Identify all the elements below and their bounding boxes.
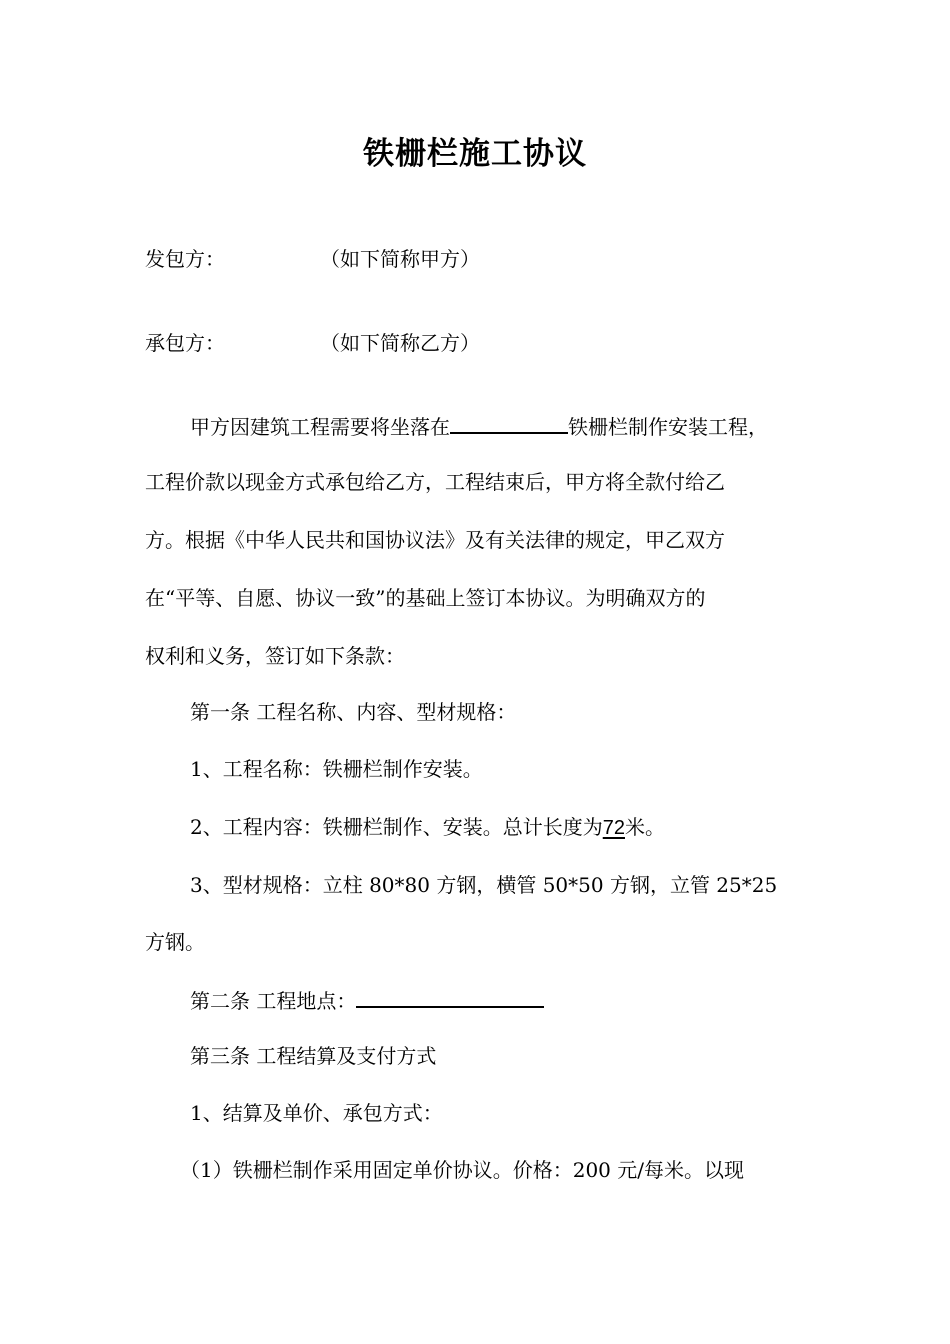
- item-2-text: 2、工程内容：铁栅栏制作、安装。总计长度为: [190, 815, 603, 839]
- intro-line-2: 工程价款以现金方式承包给乙方，工程结束后，甲方将全款付给乙: [145, 470, 725, 494]
- intro-line-4: 在“平等、自愿、协议一致”的基础上签订本协议。为明确双方的: [145, 586, 706, 610]
- article-1-item-3: 3、型材规格：立柱 80*80 方钢，横管 50*50 方钢，立管 25*25: [190, 873, 778, 897]
- intro-line-1: [190, 412, 768, 440]
- article-1-item-2: [190, 814, 665, 841]
- document-title: 铁栅栏施工协议: [363, 136, 587, 172]
- intro-line-3: 方。根据《中华人民共和国协议法》及有关法律的规定，甲乙双方: [145, 528, 725, 552]
- intro-text-after-blank: 铁栅栏制作安装工程，: [568, 415, 768, 439]
- party-b-label: 承包方：: [145, 331, 225, 355]
- article-1-item-3-cont: 方钢。: [145, 930, 205, 954]
- article-3-item-1: 1、结算及单价、承包方式：: [190, 1101, 443, 1125]
- article-3-heading: 第三条 工程结算及支付方式: [190, 1044, 437, 1068]
- article-1-heading: 第一条 工程名称、内容、型材规格：: [190, 700, 517, 724]
- item-2-unit: 米。: [624, 815, 665, 839]
- article-2-label: 第二条 工程地点：: [190, 989, 357, 1013]
- site-address-blank: [356, 986, 544, 1008]
- total-length-value: 72: [602, 817, 625, 839]
- intro-line-5: 权利和义务，签订如下条款：: [145, 644, 405, 668]
- article-3-sub-1: （1）铁栅栏制作采用固定单价协议。价格：200 元/每米。以现: [180, 1158, 744, 1182]
- party-a-label: 发包方：: [145, 247, 225, 271]
- article-1-item-1: 1、工程名称：铁栅栏制作安装。: [190, 757, 483, 781]
- intro-text-before-blank: 甲方因建筑工程需要将坐落在: [190, 415, 450, 439]
- party-b-note: （如下简称乙方）: [320, 331, 480, 355]
- party-a-note: （如下简称甲方）: [320, 247, 480, 271]
- location-blank: [450, 412, 568, 434]
- article-2-heading: [190, 986, 544, 1014]
